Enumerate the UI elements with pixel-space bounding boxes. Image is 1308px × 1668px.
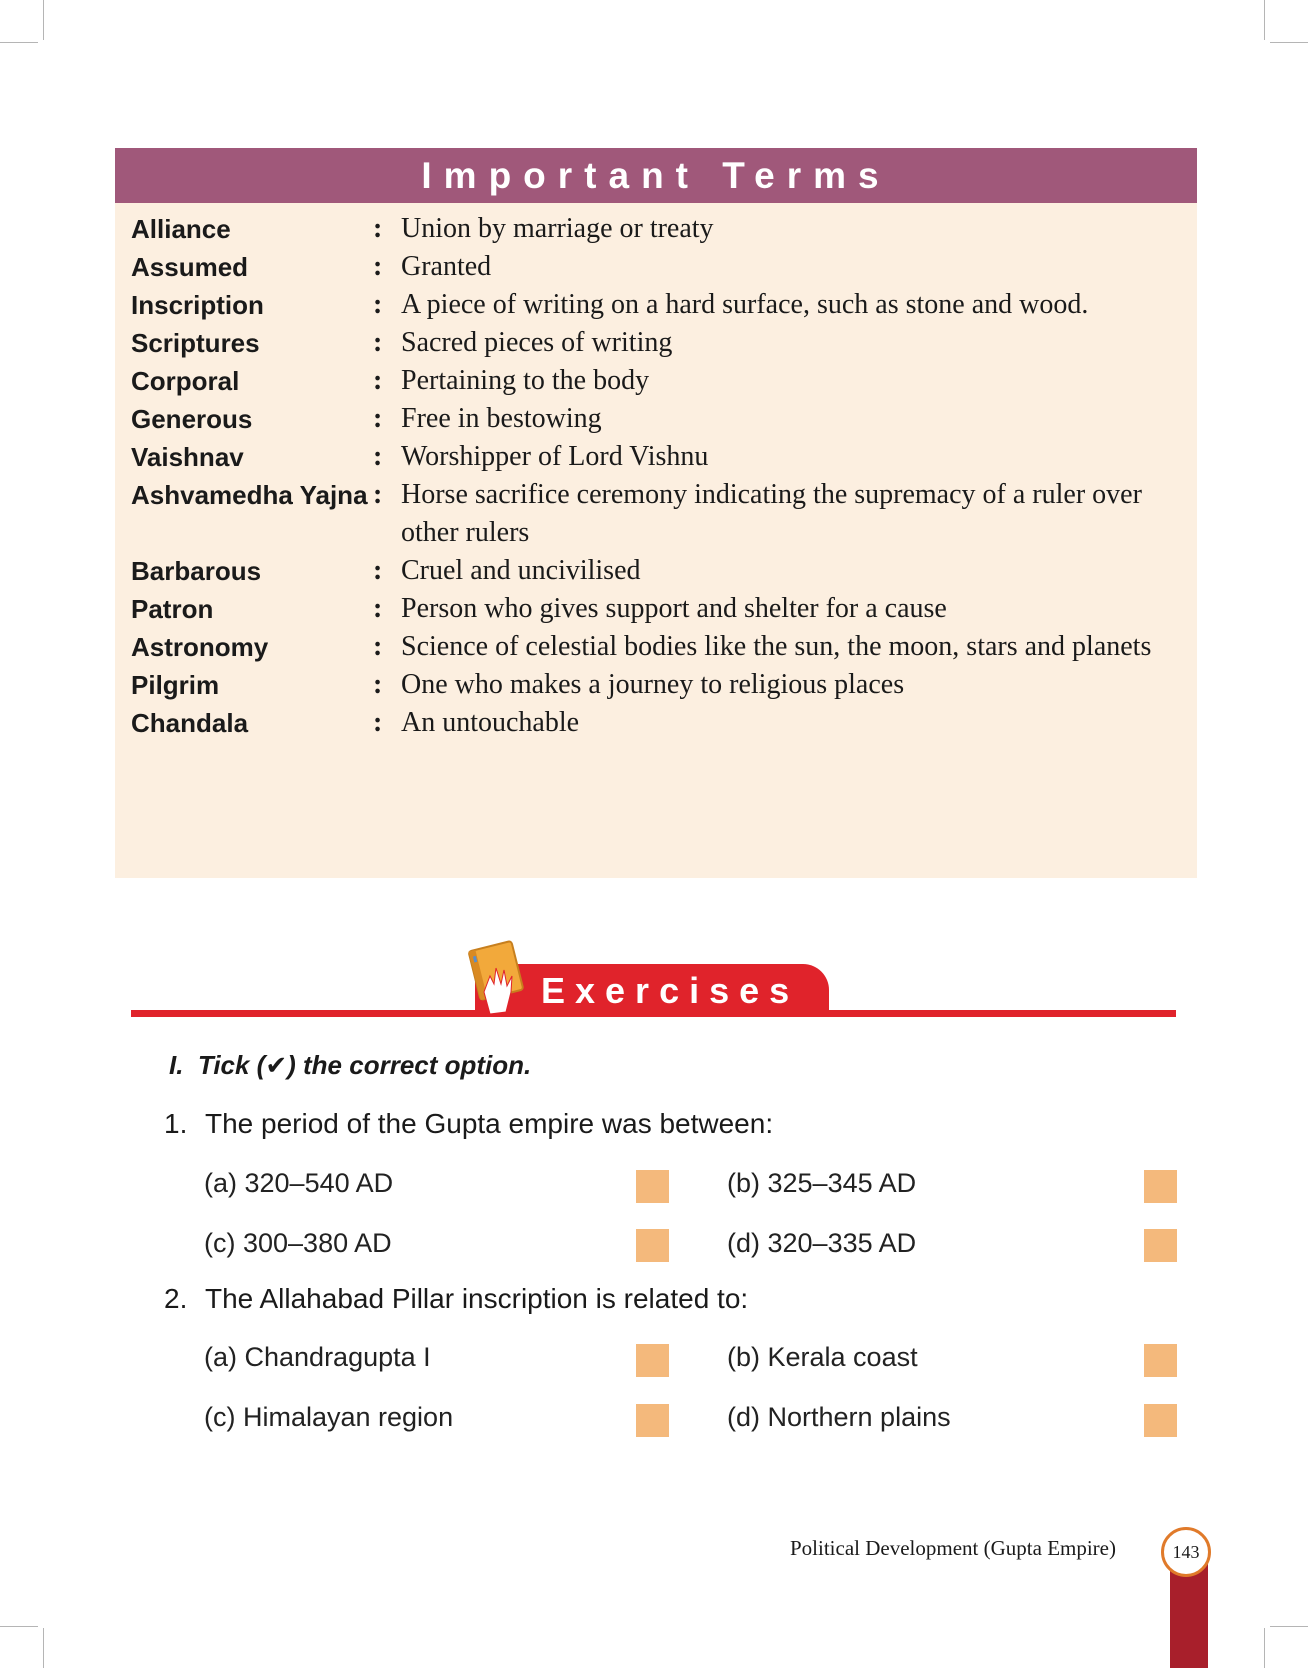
tick-box[interactable] xyxy=(1144,1229,1177,1262)
question-text: The period of the Gupta empire was between: xyxy=(205,1108,774,1139)
term-definition: Science of celestial bodies like the sun, the moon, stars and planets xyxy=(401,631,1152,662)
term-colon: : xyxy=(373,365,383,396)
term-colon: : xyxy=(373,555,383,586)
term-word: Assumed xyxy=(131,252,249,282)
term-word: Patron xyxy=(131,594,214,624)
option-label: (c) Himalayan region xyxy=(204,1402,454,1432)
section-instruction xyxy=(169,1050,531,1081)
term-word: Inscription xyxy=(131,290,264,320)
important-terms-box xyxy=(115,148,1197,878)
term-word: Ashvamedha Yajna xyxy=(131,480,368,510)
question-text: The Allahabad Pillar inscription is related to: xyxy=(205,1283,749,1314)
crop-mark xyxy=(43,1628,44,1668)
term-definition: An untouchable xyxy=(401,707,580,738)
term-definition: Granted xyxy=(401,251,492,282)
crop-mark xyxy=(1264,1628,1265,1668)
tick-box[interactable] xyxy=(1144,1170,1177,1203)
tick-box[interactable] xyxy=(1144,1344,1177,1377)
crop-mark xyxy=(1270,42,1308,43)
question xyxy=(164,1283,748,1315)
term-row xyxy=(131,704,1197,742)
option-label: (a) 320–540 AD xyxy=(204,1168,394,1198)
term-definition: One who makes a journey to religious places xyxy=(401,669,905,700)
term-colon: : xyxy=(373,631,383,662)
term-word: Pilgrim xyxy=(131,670,220,700)
section-number: I. xyxy=(169,1050,184,1080)
term-row xyxy=(131,590,1197,628)
question xyxy=(164,1108,773,1140)
book-in-hand-icon xyxy=(464,930,540,1020)
crop-mark xyxy=(1270,1626,1308,1627)
term-row xyxy=(131,248,1197,286)
tick-box[interactable] xyxy=(636,1170,669,1203)
tick-box[interactable] xyxy=(1144,1404,1177,1437)
term-definition: Sacred pieces of writing xyxy=(401,327,673,358)
term-word: Alliance xyxy=(131,214,231,244)
term-colon: : xyxy=(373,289,383,320)
option-label: (b) Kerala coast xyxy=(727,1342,918,1372)
term-definition: Person who gives support and shelter for a cause xyxy=(401,593,947,624)
term-colon: : xyxy=(373,213,383,244)
term-word: Barbarous xyxy=(131,556,262,586)
option-label: (b) 325–345 AD xyxy=(727,1168,917,1198)
term-word: Corporal xyxy=(131,366,240,396)
term-definition: Union by marriage or treaty xyxy=(401,213,714,244)
term-definition: Worshipper of Lord Vishnu xyxy=(401,441,709,472)
term-colon: : xyxy=(373,327,383,358)
term-word: Astronomy xyxy=(131,632,269,662)
tick-box[interactable] xyxy=(636,1404,669,1437)
term-colon: : xyxy=(373,707,383,738)
term-row xyxy=(131,324,1197,362)
term-word: Vaishnav xyxy=(131,442,244,472)
option-label: (d) 320–335 AD xyxy=(727,1228,917,1258)
term-row xyxy=(131,362,1197,400)
option-label: (c) 300–380 AD xyxy=(204,1228,392,1258)
term-colon: : xyxy=(373,593,383,624)
term-row xyxy=(131,438,1197,476)
crop-mark xyxy=(1264,0,1265,40)
option-label: (a) Chandragupta I xyxy=(204,1342,431,1372)
term-row xyxy=(131,552,1197,590)
term-row xyxy=(131,286,1197,324)
crop-mark xyxy=(0,1626,38,1627)
crop-mark xyxy=(43,0,44,40)
term-row xyxy=(131,628,1197,666)
term-word: Generous xyxy=(131,404,253,434)
term-row xyxy=(131,476,1197,552)
term-word: Chandala xyxy=(131,708,249,738)
term-colon: : xyxy=(373,669,383,700)
term-definition: Cruel and uncivilised xyxy=(401,555,641,586)
section-title: Tick (✔) the correct option. xyxy=(197,1050,532,1080)
term-row xyxy=(131,210,1197,248)
term-row xyxy=(131,666,1197,704)
term-definition: Free in bestowing xyxy=(401,403,602,434)
term-colon: : xyxy=(373,251,383,282)
tick-box[interactable] xyxy=(636,1344,669,1377)
term-definition: Pertaining to the body xyxy=(401,365,650,396)
term-colon: : xyxy=(373,479,383,510)
term-definition: A piece of writing on a hard surface, such as stone and wood. xyxy=(401,289,1089,320)
page-number: 143 xyxy=(1161,1527,1211,1577)
term-row xyxy=(131,400,1197,438)
terms-list xyxy=(115,203,1197,742)
option-label: (d) Northern plains xyxy=(727,1402,951,1432)
tick-box[interactable] xyxy=(636,1229,669,1262)
crop-mark xyxy=(0,42,38,43)
term-definition: Horse sacrifice ceremony indicating the supremacy of a ruler over other rulers xyxy=(401,479,1142,548)
chapter-footer: Political Development (Gupta Empire) xyxy=(790,1536,1116,1560)
term-colon: : xyxy=(373,441,383,472)
term-colon: : xyxy=(373,403,383,434)
important-terms-heading: Important Terms xyxy=(115,148,1197,203)
exercises-heading: Exercises xyxy=(541,970,800,1011)
question-number: 1. xyxy=(164,1108,188,1139)
question-number: 2. xyxy=(164,1283,188,1314)
term-word: Scriptures xyxy=(131,328,260,358)
